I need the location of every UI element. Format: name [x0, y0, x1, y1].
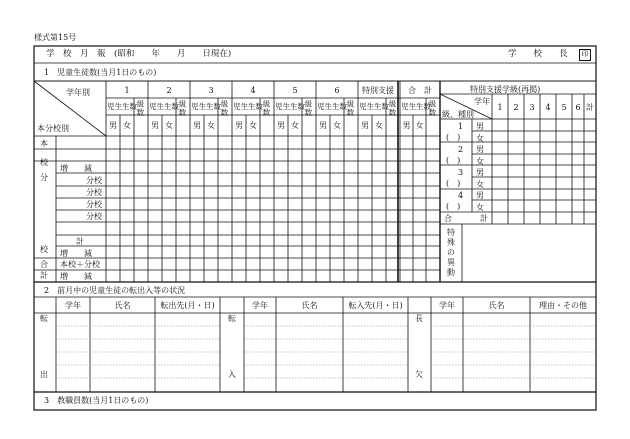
long-col-grade: 学年 — [439, 301, 455, 310]
classes-label: 級数 — [428, 100, 437, 117]
notes-char-5: 動 — [447, 268, 455, 277]
row-bunko-2: 分校 — [86, 188, 102, 197]
special-group-1-paren: ( ) — [446, 133, 461, 142]
boy-label: 男 — [151, 121, 159, 130]
corner-grade-label: 学年別 — [66, 88, 90, 97]
corner-school-label: 本分校別 — [37, 124, 69, 133]
special-girl: 女 — [476, 157, 484, 166]
section2-title: 2 前月中の児童生徒の転出入等の状況 — [44, 286, 186, 295]
special-grade-total: 計 — [586, 103, 594, 112]
row-bunko-1: 分校 — [86, 176, 102, 185]
row-gkei: 計 — [40, 271, 48, 280]
special-grade-3: 3 — [529, 103, 535, 112]
special-boy: 男 — [476, 168, 484, 177]
row-bunko-3: 分校 — [86, 200, 102, 209]
form-number: 様式第15号 — [34, 33, 77, 42]
special-group-2-paren: ( ) — [446, 156, 461, 165]
boy-label: 男 — [361, 121, 369, 130]
notes-char-4: 異 — [447, 258, 455, 267]
special-group-4-paren: ( ) — [446, 202, 461, 211]
special-boy: 男 — [476, 145, 484, 154]
grade-1-header: 1 — [124, 86, 130, 95]
section3-title: 3 教職員数(当月1日のもの) — [44, 396, 149, 405]
classes-label: 級数 — [220, 100, 229, 117]
student-count-label: 児生生数 — [149, 102, 179, 111]
boy-label: 男 — [319, 121, 327, 130]
out-col-grade: 学年 — [65, 301, 81, 310]
row-zougen-3: 増 減 — [60, 272, 92, 281]
girl-label: 女 — [165, 121, 173, 130]
long-col-reason: 理由・その他 — [539, 301, 587, 310]
special-grade-5: 5 — [561, 103, 567, 112]
in-col-grade: 学年 — [252, 301, 268, 310]
notes-char-2: 殊 — [447, 238, 455, 247]
boy-label: 男 — [235, 121, 243, 130]
girl-label: 女 — [291, 121, 299, 130]
in-label-2: 入 — [228, 370, 236, 379]
out-label-2: 出 — [40, 370, 48, 379]
total-header: 合 計 — [408, 86, 432, 95]
special-total-2: 計 — [480, 214, 488, 223]
girl-label: 女 — [249, 121, 257, 130]
long-label-2: 欠 — [415, 370, 423, 379]
row-honko-1: 本 — [40, 139, 48, 148]
boy-label: 男 — [402, 121, 411, 130]
in-col-name: 氏名 — [301, 301, 318, 310]
special-grade-2: 2 — [513, 103, 519, 112]
long-label-1: 長 — [415, 314, 423, 323]
special-girl: 女 — [476, 203, 484, 212]
girl-label: 女 — [333, 121, 341, 130]
in-label-1: 転 — [228, 314, 236, 323]
row-bun: 分 — [40, 173, 48, 182]
out-col-dest: 転出先(月・日) — [160, 301, 215, 310]
student-count-label: 児生生数 — [275, 102, 305, 111]
boy-label: 男 — [193, 121, 201, 130]
girl-label: 女 — [415, 121, 424, 130]
in-col-source: 転入先(月・日) — [348, 301, 403, 310]
student-count-label: 児生生数 — [359, 102, 389, 111]
notes-char-1: 特 — [447, 228, 455, 237]
special-group-3-num: 3 — [458, 168, 464, 177]
classes-label: 級数 — [136, 100, 145, 117]
grade-3-header: 3 — [208, 86, 214, 95]
special-girl: 女 — [476, 134, 484, 143]
special-group-3-paren: ( ) — [446, 179, 461, 188]
girl-label: 女 — [375, 121, 383, 130]
grade-6-header: 6 — [334, 86, 340, 95]
special-group-1-num: 1 — [458, 122, 464, 131]
row-bunko-4: 分校 — [86, 212, 102, 221]
classes-label: 級数 — [178, 100, 187, 117]
row-gou: 合 — [40, 260, 48, 269]
special-class-kind-label: 級、種別 — [442, 110, 474, 119]
special-class-title: 特別支援学級(再掲) — [470, 85, 541, 94]
classes-label: 級数 — [346, 100, 355, 117]
out-label-1: 転 — [40, 314, 48, 323]
special-group-4-num: 4 — [458, 191, 464, 200]
student-count-label: 児生生数 — [107, 102, 137, 111]
report-title: 学 校 月 報 (昭和 年 月 日現在) — [46, 49, 232, 59]
special-girl: 女 — [476, 180, 484, 189]
classes-label: 級数 — [388, 100, 397, 117]
principal-label: 学 校 長 — [508, 49, 568, 59]
girl-label: 女 — [207, 121, 215, 130]
notes-char-3: の — [447, 248, 455, 257]
section1-title: 1 児童生徒数(当月1日のもの) — [44, 68, 157, 77]
student-count-label: 児生生数 — [317, 102, 347, 111]
special-grade-6: 6 — [575, 103, 581, 112]
grade-4-header: 4 — [250, 86, 256, 95]
girl-label: 女 — [123, 121, 131, 130]
out-col-name: 氏名 — [114, 301, 131, 310]
classes-label: 級数 — [304, 100, 313, 117]
row-zougen-2: 増 減 — [60, 249, 92, 258]
row-zougen: 増 減 — [60, 164, 92, 173]
student-count-label: 児生生数 — [233, 102, 263, 111]
row-kou: 校 — [40, 245, 48, 254]
grade-5-header: 5 — [292, 86, 298, 95]
special-total-1: 合 — [444, 214, 452, 223]
student-count-label: 児生生数 — [191, 102, 221, 111]
boy-label: 男 — [109, 121, 117, 130]
row-kei: 計 — [76, 237, 84, 246]
special-grade-label: 学年 — [474, 97, 490, 106]
boy-label: 男 — [277, 121, 285, 130]
special-group-2-num: 2 — [458, 145, 464, 154]
row-honbun: 本校＋分校 — [60, 260, 100, 269]
classes-label: 級数 — [262, 100, 271, 117]
seal-box: 印 — [579, 49, 591, 61]
special-boy: 男 — [476, 191, 484, 200]
student-count-label: 児生生数 — [401, 102, 431, 111]
long-col-name: 氏名 — [488, 301, 505, 310]
special-grade-4: 4 — [545, 103, 551, 112]
special-support-header: 特別支援 — [362, 86, 394, 95]
row-honko-2: 校 — [40, 158, 48, 167]
special-grade-1: 1 — [497, 103, 503, 112]
grade-2-header: 2 — [166, 86, 172, 95]
special-boy: 男 — [476, 122, 484, 131]
